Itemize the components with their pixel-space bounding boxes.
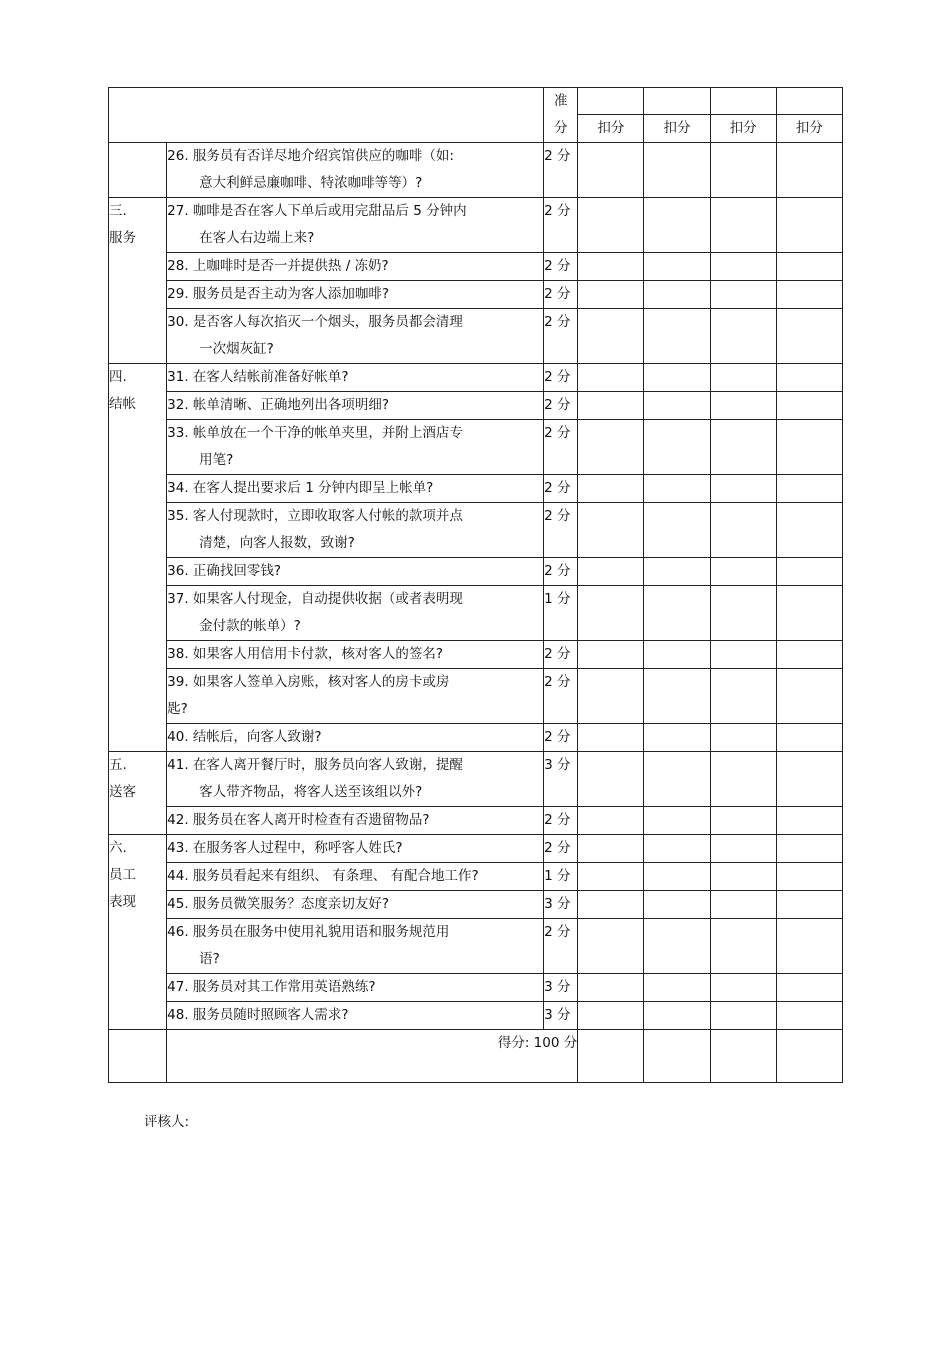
table-row [109,364,843,392]
deduct-cell [710,974,776,1002]
table-row [109,863,843,891]
standard-score: 2 分 [544,198,578,253]
section-label: 四. 结帐 [109,364,167,752]
deduct-cell [776,807,842,835]
item-text: 31. 在客人结帐前准备好帐单? [167,364,544,392]
deduct-cell [578,309,644,364]
table-row [109,807,843,835]
deduct-cell [644,309,710,364]
item-text: 41. 在客人离开餐厅时，服务员向客人致谢，提醒 客人带齐物品，将客人送至该组以外? [167,752,544,807]
deduct-cell [710,1030,776,1083]
item-text: 42. 服务员在客人离开时检查有否遗留物品? [167,807,544,835]
deduct-cell [578,724,644,752]
deduct-cell [644,198,710,253]
deduct-cell [644,863,710,891]
deduct-cell [644,503,710,558]
deduct-cell [710,586,776,641]
table-row [109,919,843,974]
section-label: 六. 员工 表现 [109,835,167,1030]
table-row [109,835,843,863]
section-label [109,143,167,198]
deduct-cell [644,641,710,669]
deduct-cell [644,669,710,724]
deduct-cell [578,891,644,919]
deduct-cell [776,558,842,586]
deduct-cell [776,309,842,364]
deduct-cell [644,807,710,835]
deduct-cell [578,364,644,392]
deduct-cell [644,586,710,641]
deduct-cell [578,198,644,253]
table-row [109,752,843,807]
item-text: 35. 客人付现款时，立即收取客人付帐的款项并点 清楚，向客人报数，致谢? [167,503,544,558]
header-blank [109,88,544,143]
standard-score: 3 分 [544,1002,578,1030]
table-row [109,392,843,420]
deduct-cell [644,1030,710,1083]
deduct-cell [710,253,776,281]
standard-score: 2 分 [544,724,578,752]
deduct-cell [710,724,776,752]
deduct-cell [710,891,776,919]
deduct-cell [578,253,644,281]
total-blank [109,1030,167,1083]
item-text: 29. 服务员是否主动为客人添加咖啡? [167,281,544,309]
deduct-cell [776,669,842,724]
standard-score: 2 分 [544,919,578,974]
table-row [109,1002,843,1030]
deduct-cell [578,392,644,420]
deduct-cell [644,143,710,198]
deduct-cell [776,475,842,503]
table-row [109,641,843,669]
deduct-cell [776,641,842,669]
deduct-cell [644,475,710,503]
item-text: 32. 帐单清晰、正确地列出各项明细? [167,392,544,420]
deduct-cell [644,253,710,281]
deduct-cell [710,143,776,198]
deduct-cell [578,420,644,475]
deduct-cell [776,1002,842,1030]
item-text: 38. 如果客人用信用卡付款，核对客人的签名? [167,641,544,669]
standard-score: 2 分 [544,558,578,586]
header-row [109,88,843,115]
item-text: 37. 如果客人付现金，自动提供收据（或者表明现 金付款的帐单）? [167,586,544,641]
item-text: 27. 咖啡是否在客人下单后或用完甜品后 5 分钟内 在客人右边端上来? [167,198,544,253]
item-text: 44. 服务员看起来有组织、 有条理、 有配合地工作? [167,863,544,891]
deduct-cell [578,974,644,1002]
deduct-cell [644,1002,710,1030]
deduct-cell [776,891,842,919]
item-text: 43. 在服务客人过程中，称呼客人姓氏? [167,835,544,863]
deduct-cell [578,281,644,309]
deduct-cell [776,281,842,309]
standard-score: 2 分 [544,253,578,281]
deduct-cell [710,1002,776,1030]
deduct-cell [776,1030,842,1083]
standard-score: 2 分 [544,364,578,392]
table-row [109,143,843,198]
deduct-cell [644,281,710,309]
table-row [109,420,843,475]
deduct-cell [776,863,842,891]
deduct-cell [644,724,710,752]
header-blank-cell [644,88,710,115]
deduct-cell [578,669,644,724]
deduct-header: 扣分 [578,115,644,143]
total-score: 得分: 100 分 [167,1030,578,1083]
deduct-header: 扣分 [776,115,842,143]
table-row [109,503,843,558]
deduct-cell [710,503,776,558]
deduct-cell [644,752,710,807]
deduct-cell [776,392,842,420]
standard-score: 2 分 [544,143,578,198]
deduct-header: 扣分 [644,115,710,143]
deduct-cell [578,641,644,669]
deduct-cell [776,919,842,974]
deduct-cell [710,807,776,835]
table-row [109,475,843,503]
deduct-cell [710,752,776,807]
deduct-cell [710,558,776,586]
item-text: 26. 服务员有否详尽地介绍宾馆供应的咖啡（如: 意大利鲜忌廉咖啡、特浓咖啡等等）? [167,143,544,198]
item-text: 30. 是否客人每次掐灭一个烟头，服务员都会清理 一次烟灰缸? [167,309,544,364]
deduct-cell [710,281,776,309]
standard-score: 2 分 [544,807,578,835]
deduct-cell [578,863,644,891]
deduct-cell [578,807,644,835]
table-row [109,891,843,919]
standard-score: 1 分 [544,863,578,891]
deduct-cell [578,752,644,807]
item-text: 40. 结帐后，向客人致谢? [167,724,544,752]
deduct-cell [710,669,776,724]
deduct-cell [776,143,842,198]
section-label: 五. 送客 [109,752,167,835]
header-blank-cell [776,88,842,115]
deduct-cell [710,835,776,863]
item-text: 36. 正确找回零钱? [167,558,544,586]
deduct-cell [776,364,842,392]
item-text: 48. 服务员随时照顾客人需求? [167,1002,544,1030]
deduct-cell [710,364,776,392]
deduct-cell [776,253,842,281]
deduct-cell [776,974,842,1002]
table-row [109,724,843,752]
item-text: 47. 服务员对其工作常用英语熟练? [167,974,544,1002]
item-text: 28. 上咖啡时是否一并提供热 / 冻奶? [167,253,544,281]
deduct-cell [776,198,842,253]
item-text: 46. 服务员在服务中使用礼貌用语和服务规范用 语? [167,919,544,974]
deduct-cell [578,919,644,974]
deduct-cell [710,863,776,891]
deduct-cell [644,364,710,392]
deduct-cell [578,503,644,558]
deduct-cell [776,586,842,641]
deduct-cell [710,198,776,253]
deduct-cell [644,835,710,863]
deduct-cell [776,420,842,475]
deduct-cell [644,392,710,420]
table-row [109,974,843,1002]
total-row [109,1030,843,1083]
table-row [109,558,843,586]
deduct-cell [776,724,842,752]
deduct-cell [710,641,776,669]
table-row [109,586,843,641]
item-text: 39. 如果客人签单入房账，核对客人的房卡或房 匙? [167,669,544,724]
standard-score: 2 分 [544,392,578,420]
standard-score: 3 分 [544,752,578,807]
table-row [109,198,843,253]
standard-score: 2 分 [544,281,578,309]
standard-score: 2 分 [544,475,578,503]
deduct-cell [578,475,644,503]
deduct-cell [710,392,776,420]
deduct-cell [644,891,710,919]
deduct-cell [578,586,644,641]
item-text: 34. 在客人提出要求后 1 分钟内即呈上帐单? [167,475,544,503]
table-row [109,281,843,309]
standard-score: 3 分 [544,891,578,919]
deduct-cell [644,558,710,586]
evaluation-table [108,87,843,1083]
deduct-cell [644,420,710,475]
standard-score: 2 分 [544,503,578,558]
section-label: 三. 服务 [109,198,167,364]
standard-score: 1 分 [544,586,578,641]
table-row [109,309,843,364]
deduct-cell [776,503,842,558]
reviewer-label: 评核人: [144,1114,190,1130]
standard-score: 2 分 [544,669,578,724]
deduct-cell [710,309,776,364]
deduct-cell [578,1002,644,1030]
item-text: 45. 服务员微笑服务？态度亲切友好? [167,891,544,919]
deduct-cell [644,919,710,974]
deduct-cell [776,835,842,863]
deduct-cell [578,143,644,198]
header-standard-score: 准 分 [544,88,578,143]
standard-score: 2 分 [544,641,578,669]
header-blank-cell [578,88,644,115]
deduct-cell [578,835,644,863]
standard-score: 2 分 [544,309,578,364]
deduct-cell [578,1030,644,1083]
deduct-header: 扣分 [710,115,776,143]
standard-score: 3 分 [544,974,578,1002]
header-blank-cell [710,88,776,115]
deduct-cell [710,475,776,503]
standard-score: 2 分 [544,835,578,863]
deduct-cell [644,974,710,1002]
deduct-cell [710,919,776,974]
deduct-cell [710,420,776,475]
table-row [109,669,843,724]
table-row [109,253,843,281]
standard-score: 2 分 [544,420,578,475]
deduct-cell [578,558,644,586]
deduct-cell [776,752,842,807]
item-text: 33. 帐单放在一个干净的帐单夹里，并附上酒店专 用笔? [167,420,544,475]
